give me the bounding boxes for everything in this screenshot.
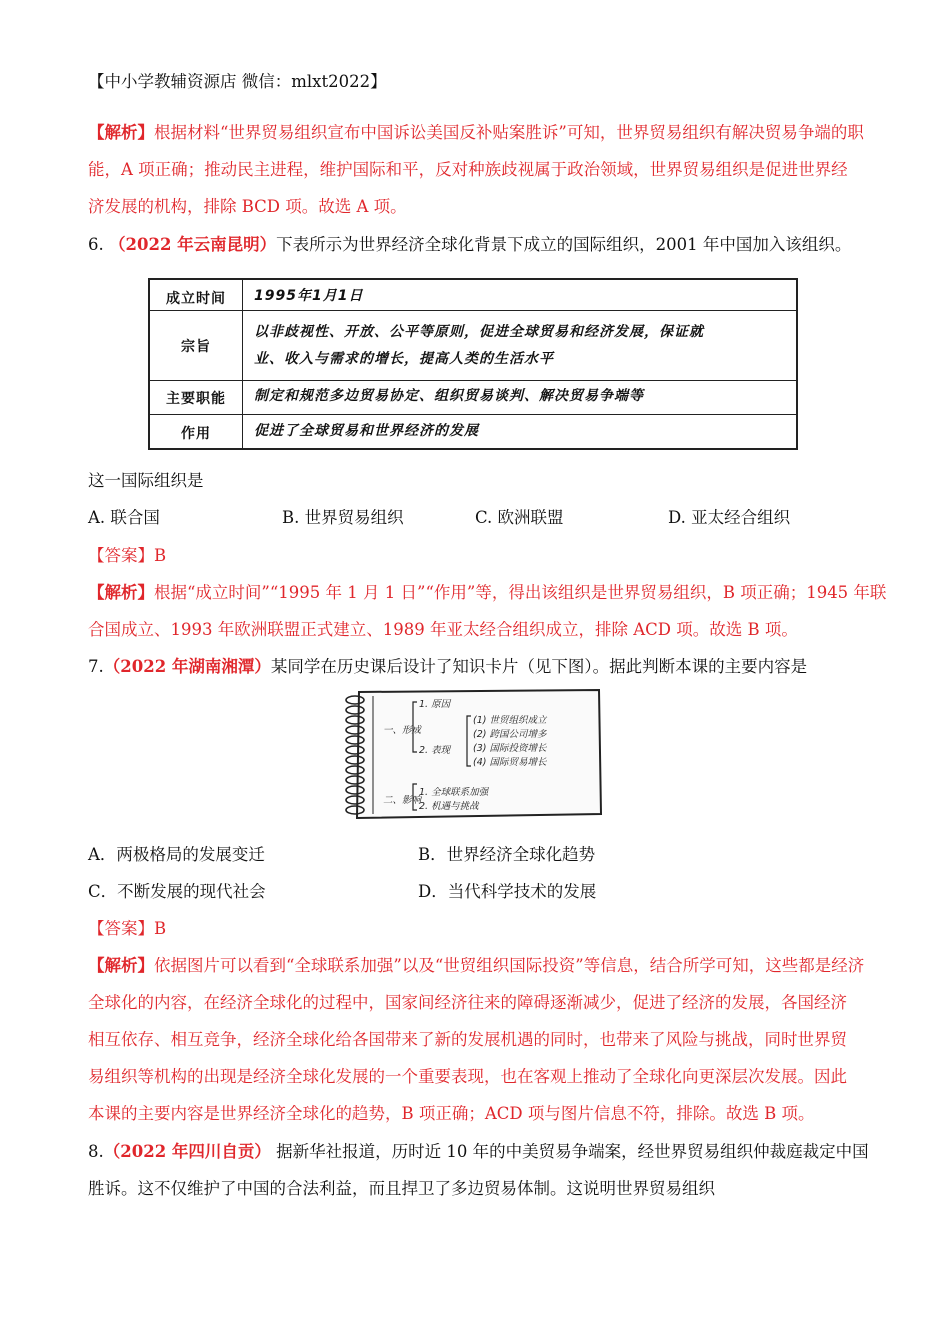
q7-option-a: A．两极格局的发展变迁 — [88, 845, 265, 864]
table-value-purpose-1: 以非歧视性、开放、公平等原则，促进全球贸易和经济发展，保证就 — [254, 324, 704, 340]
q5-analysis-line-3: 济发展的机构，排除 BCD 项。故选 A 项。 — [88, 197, 407, 216]
q8-stem-line-2: 胜诉。这不仅维护了中国的合法利益，而且捍卫了多边贸易体制。这说明世界贸易组织 — [88, 1179, 715, 1198]
q7-knowledge-card — [337, 686, 605, 822]
q7-stem: 7.（2022 年湖南湘潭）某同学在历史课后设计了知识卡片（见下图）。据此判断本课的主要内容是 — [88, 657, 808, 676]
table-label-purpose: 宗旨 — [181, 339, 211, 355]
card-section-2: 二、影响 — [383, 795, 422, 806]
table-label-functions: 主要职能 — [166, 391, 226, 407]
q6-option-b: B. 世界贸易组织 — [282, 508, 404, 527]
table-label-founded: 成立时间 — [166, 291, 226, 307]
card-section-1: 一、形成 — [383, 725, 422, 736]
q6-analysis-line-1: 【解析】根据“成立时间”“1995 年 1 月 1 日”“作用”等，得出该组织是世界贸易组织，B 项正确；1945 年联 — [88, 583, 887, 602]
q7-source: （2022 年湖南湘潭） — [103, 657, 271, 676]
q6-answer: 【答案】B — [88, 546, 167, 565]
q7-option-c: C．不断发展的现代社会 — [88, 882, 266, 901]
q8-stem-line-1: 8.（2022 年四川自贡） 据新华社报道，历时近 10 年的中美贸易争端案，经世界贸易组织仲裁庭裁定中国 — [88, 1142, 869, 1161]
q6-handwritten-table — [148, 278, 798, 450]
q7-analysis-line-3: 相互依存、相互竞争，经济全球化给各国带来了新的发展机遇的同时，也带来了风险与挑战，同时世界贸 — [88, 1030, 847, 1049]
q6-option-a: A. 联合国 — [88, 508, 160, 527]
table-label-effect: 作用 — [181, 426, 211, 442]
watermark-header: 【中小学教辅资源店 微信：mlxt2022】 — [88, 72, 387, 91]
card-item-3: 1. 全球联系加强 — [419, 787, 489, 798]
q7-answer: 【答案】B — [88, 919, 167, 938]
q7-analysis-line-4: 易组织等机构的出现是经济全球化发展的一个重要表现，也在客观上推动了全球化向更深层次发展。因此 — [88, 1067, 847, 1086]
card-sub-3: (3) 国际投资增长 — [473, 743, 547, 754]
q8-source: （2022 年四川自贡） — [103, 1142, 271, 1161]
q6-stem: 6. （2022 年云南昆明）下表所示为世界经济全球化背景下成立的国际组织，2001 年中国加入该组织。 — [88, 235, 852, 254]
q6-question: 这一国际组织是 — [88, 471, 204, 490]
q5-analysis-line-2: 能，A 项正确；推动民主进程，维护国际和平，反对种族歧视属于政治领域，世界贸易组织是促进世界经 — [88, 160, 848, 179]
q7-option-b: B．世界经济全球化趋势 — [418, 845, 596, 864]
card-sub-1: (1) 世贸组织成立 — [473, 715, 547, 726]
q6-option-c: C. 欧洲联盟 — [475, 508, 564, 527]
card-item-4: 2. 机遇与挑战 — [419, 801, 479, 812]
table-value-functions: 制定和规范多边贸易协定、组织贸易谈判、解决贸易争端等 — [254, 388, 644, 404]
q6-option-d: D. 亚太经合组织 — [668, 508, 791, 527]
q5-analysis-line-1: 【解析】根据材料“世界贸易组织宣布中国诉讼美国反补贴案胜诉”可知，世界贸易组织有解决贸易争端的职 — [88, 123, 864, 142]
card-item-2: 2. 表现 — [419, 745, 451, 756]
card-item-1: 1. 原因 — [419, 699, 451, 710]
card-sub-4: (4) 国际贸易增长 — [473, 757, 547, 768]
q6-source: （2022 年云南昆明） — [109, 235, 277, 254]
q7-analysis-line-1: 【解析】依据图片可以看到“全球联系加强”以及“世贸组织国际投资”等信息，结合所学可知，这些都是经济 — [88, 956, 865, 975]
q7-option-d: D．当代科学技术的发展 — [418, 882, 597, 901]
table-value-effect: 促进了全球贸易和世界经济的发展 — [254, 423, 479, 439]
q7-analysis-line-5: 本课的主要内容是世界经济全球化的趋势，B 项正确；ACD 项与图片信息不符，排除。故选 B 项。 — [88, 1104, 815, 1123]
table-value-purpose-2: 业、收入与需求的增长，提高人类的生活水平 — [254, 351, 554, 367]
q7-analysis-line-2: 全球化的内容，在经济全球化的过程中，国家间经济往来的障碍逐渐减少，促进了经济的发展，各国经济 — [88, 993, 847, 1012]
card-sub-2: (2) 跨国公司增多 — [473, 729, 547, 740]
q6-analysis-line-2: 合国成立、1993 年欧洲联盟正式建立、1989 年亚太经合组织成立，排除 ACD 项。故选 B 项。 — [88, 620, 798, 639]
table-value-founded: 1995年1月1日 — [254, 288, 364, 304]
analysis-tag: 【解析】 — [88, 123, 154, 142]
